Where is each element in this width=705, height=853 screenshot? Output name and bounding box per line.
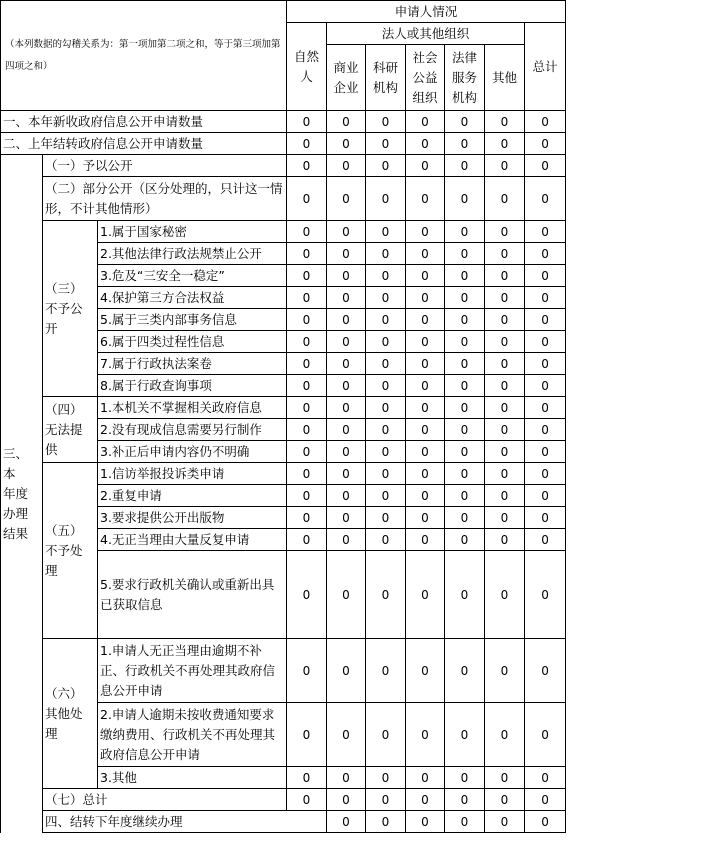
cell-value: 0 [406, 529, 445, 551]
cell-value: 0 [485, 639, 525, 703]
cell-value: 0 [287, 243, 327, 265]
table-row [1, 789, 566, 811]
cell-value: 0 [287, 441, 327, 463]
cell-value: 0 [406, 353, 445, 375]
cell-value: 0 [445, 331, 485, 353]
row-label: 1.申请人无正当理由逾期不补正、行政机关不再处理其政府信息公开申请 [98, 639, 287, 703]
cell-value: 0 [445, 441, 485, 463]
public-welfare-header: 社会 公益 组织 [406, 45, 445, 111]
cell-value: 0 [485, 551, 525, 639]
cell-value: 0 [366, 397, 406, 419]
other-header: 其他 [485, 45, 525, 111]
row-label: 1.信访举报投诉类申请 [98, 463, 287, 485]
business-header: 商业 企业 [327, 45, 366, 111]
cell-value: 0 [525, 155, 566, 177]
cell-value: 0 [327, 767, 366, 789]
cell-value: 0 [445, 419, 485, 441]
cell-value: 0 [366, 111, 406, 133]
table-row [1, 155, 566, 177]
cell-value: 0 [366, 463, 406, 485]
row-label: 四、结转下年度继续办理 [43, 811, 327, 833]
cell-value: 0 [485, 111, 525, 133]
cell-value: 0 [525, 463, 566, 485]
cell-value: 0 [287, 133, 327, 155]
cell-value: 0 [287, 265, 327, 287]
cell-value: 0 [485, 133, 525, 155]
cell-value: 0 [445, 221, 485, 243]
cell-value: 0 [327, 177, 366, 221]
section3-label: 三、本 年度 办理 结果 [1, 155, 43, 833]
table-row [1, 397, 566, 419]
cell-value: 0 [485, 155, 525, 177]
cell-value: 0 [366, 767, 406, 789]
cell-value: 0 [366, 265, 406, 287]
legal-service-header: 法律 服务 机构 [445, 45, 485, 111]
cell-value: 0 [445, 111, 485, 133]
cell-value: 0 [287, 507, 327, 529]
cell-value: 0 [485, 789, 525, 811]
group6-label: （六） 其他处 理 [43, 639, 98, 789]
cell-value: 0 [445, 811, 485, 833]
table-row [1, 463, 566, 485]
row-label: 1.本机关不掌握相关政府信息 [98, 397, 287, 419]
cell-value: 0 [525, 331, 566, 353]
cell-value: 0 [406, 485, 445, 507]
table-row [1, 111, 566, 133]
cell-value: 0 [525, 703, 566, 767]
cell-value: 0 [287, 111, 327, 133]
cell-value: 0 [525, 133, 566, 155]
cell-value: 0 [485, 419, 525, 441]
row-label: 3.危及“三安全一稳定” [98, 265, 287, 287]
cell-value: 0 [287, 767, 327, 789]
cell-value: 0 [485, 287, 525, 309]
cell-value: 0 [485, 463, 525, 485]
row-label: 3.补正后申请内容仍不明确 [98, 441, 287, 463]
row-label: 8.属于行政查询事项 [98, 375, 287, 397]
cell-value: 0 [445, 789, 485, 811]
row-label: 2.其他法律行政法规禁止公开 [98, 243, 287, 265]
cell-value: 0 [525, 375, 566, 397]
cell-value: 0 [406, 177, 445, 221]
cell-value: 0 [445, 485, 485, 507]
cell-value: 0 [406, 155, 445, 177]
cell-value: 0 [366, 331, 406, 353]
cell-value: 0 [287, 703, 327, 767]
cell-value: 0 [327, 133, 366, 155]
cell-value: 0 [485, 375, 525, 397]
cell-value: 0 [287, 419, 327, 441]
cell-value: 0 [406, 133, 445, 155]
cell-value: 0 [287, 463, 327, 485]
cell-value: 0 [406, 463, 445, 485]
cell-value: 0 [327, 703, 366, 767]
cell-value: 0 [366, 529, 406, 551]
cell-value: 0 [445, 703, 485, 767]
cell-value: 0 [406, 703, 445, 767]
cell-value: 0 [327, 265, 366, 287]
row-label: 2.重复申请 [98, 485, 287, 507]
cell-value: 0 [366, 789, 406, 811]
cell-value: 0 [327, 243, 366, 265]
cell-value: 0 [445, 133, 485, 155]
cell-value: 0 [445, 551, 485, 639]
cell-value: 0 [327, 485, 366, 507]
cell-value: 0 [327, 529, 366, 551]
cell-value: 0 [287, 287, 327, 309]
cell-value: 0 [406, 507, 445, 529]
group3-label: （三） 不予公 开 [43, 221, 98, 397]
cell-value: 0 [445, 309, 485, 331]
cell-value: 0 [406, 287, 445, 309]
cell-value: 0 [366, 353, 406, 375]
legal-entity-header: 法人或其他组织 [327, 23, 525, 45]
cell-value: 0 [406, 375, 445, 397]
cell-value: 0 [366, 243, 406, 265]
cell-value: 0 [445, 507, 485, 529]
cell-value: 0 [525, 287, 566, 309]
cell-value: 0 [287, 551, 327, 639]
row-label: 2.没有现成信息需要另行制作 [98, 419, 287, 441]
cell-value: 0 [327, 309, 366, 331]
cell-value: 0 [445, 463, 485, 485]
cell-value: 0 [445, 375, 485, 397]
cell-value: 0 [406, 811, 445, 833]
cell-value: 0 [485, 767, 525, 789]
cell-value: 0 [485, 529, 525, 551]
cell-value: 0 [445, 287, 485, 309]
cell-value: 0 [327, 419, 366, 441]
cell-value: 0 [525, 309, 566, 331]
cell-value: 0 [406, 789, 445, 811]
table-note: （本列数据的勾稽关系为：第一项加第二项之和，等于第三项加第四项之和） [1, 1, 287, 111]
row-label: 3.要求提供公开出版物 [98, 507, 287, 529]
cell-value: 0 [366, 703, 406, 767]
cell-value: 0 [327, 111, 366, 133]
cell-value: 0 [327, 639, 366, 703]
cell-value: 0 [327, 155, 366, 177]
cell-value: 0 [485, 265, 525, 287]
cell-value: 0 [327, 353, 366, 375]
table-row [1, 639, 566, 703]
cell-value: 0 [485, 353, 525, 375]
cell-value: 0 [485, 441, 525, 463]
cell-value: 0 [366, 551, 406, 639]
cell-value: 0 [287, 353, 327, 375]
cell-value: 0 [406, 767, 445, 789]
cell-value: 0 [287, 639, 327, 703]
cell-value: 0 [287, 529, 327, 551]
cell-value: 0 [525, 767, 566, 789]
row-label: 5.要求行政机关确认或重新出具已获取信息 [98, 551, 287, 639]
cell-value: 0 [485, 703, 525, 767]
cell-value: 0 [525, 353, 566, 375]
row-label: 3.其他 [98, 767, 287, 789]
cell-value: 0 [485, 397, 525, 419]
cell-value: 0 [485, 811, 525, 833]
cell-value: 0 [525, 485, 566, 507]
cell-value: 0 [366, 811, 406, 833]
cell-value: 0 [525, 639, 566, 703]
cell-value: 0 [327, 463, 366, 485]
cell-value: 0 [366, 441, 406, 463]
cell-value: 0 [366, 177, 406, 221]
cell-value: 0 [525, 111, 566, 133]
row-label: 一、本年新收政府信息公开申请数量 [1, 111, 287, 133]
cell-value: 0 [287, 789, 327, 811]
cell-value: 0 [525, 265, 566, 287]
cell-value: 0 [525, 221, 566, 243]
cell-value: 0 [327, 397, 366, 419]
cell-value: 0 [485, 485, 525, 507]
cell-value: 0 [327, 811, 366, 833]
row-label: （七）总计 [43, 789, 287, 811]
cell-value: 0 [406, 551, 445, 639]
cell-value: 0 [327, 221, 366, 243]
cell-value: 0 [287, 309, 327, 331]
row-label: （一）予以公开 [43, 155, 287, 177]
cell-value: 0 [366, 221, 406, 243]
cell-value: 0 [366, 133, 406, 155]
cell-value: 0 [485, 243, 525, 265]
cell-value: 0 [327, 287, 366, 309]
group5-label: （五） 不予处 理 [43, 463, 98, 639]
row-label: 6.属于四类过程性信息 [98, 331, 287, 353]
cell-value: 0 [287, 375, 327, 397]
cell-value: 0 [366, 375, 406, 397]
cell-value: 0 [406, 639, 445, 703]
cell-value: 0 [327, 551, 366, 639]
table-row [1, 133, 566, 155]
cell-value: 0 [525, 507, 566, 529]
table-row [1, 221, 566, 243]
row-label: 4.无正当理由大量反复申请 [98, 529, 287, 551]
cell-value: 0 [445, 397, 485, 419]
cell-value: 0 [445, 353, 485, 375]
cell-value: 0 [406, 221, 445, 243]
cell-value: 0 [327, 375, 366, 397]
cell-value: 0 [406, 111, 445, 133]
cell-value: 0 [366, 155, 406, 177]
cell-value: 0 [485, 221, 525, 243]
cell-value: 0 [525, 177, 566, 221]
cell-value: 0 [485, 507, 525, 529]
total-header: 总计 [525, 23, 566, 111]
cell-value: 0 [366, 639, 406, 703]
cell-value: 0 [525, 397, 566, 419]
group4-label: （四） 无法提 供 [43, 397, 98, 463]
cell-value: 0 [366, 485, 406, 507]
cell-value: 0 [406, 265, 445, 287]
table-row [1, 811, 566, 833]
cell-value: 0 [445, 767, 485, 789]
cell-value: 0 [485, 309, 525, 331]
applicant-header: 申请人情况 [287, 1, 566, 23]
cell-value: 0 [366, 287, 406, 309]
cell-value: 0 [406, 331, 445, 353]
cell-value: 0 [287, 177, 327, 221]
row-label: 4.保护第三方合法权益 [98, 287, 287, 309]
cell-value: 0 [525, 551, 566, 639]
cell-value: 0 [445, 243, 485, 265]
cell-value: 0 [406, 441, 445, 463]
cell-value: 0 [445, 265, 485, 287]
row-label: 1.属于国家秘密 [98, 221, 287, 243]
cell-value: 0 [445, 177, 485, 221]
cell-value: 0 [366, 309, 406, 331]
row-label: 2.申请人逾期未按收费通知要求缴纳费用、行政机关不再处理其政府信息公开申请 [98, 703, 287, 767]
table-row [1, 177, 566, 221]
cell-value: 0 [485, 331, 525, 353]
cell-value: 0 [445, 155, 485, 177]
cell-value: 0 [525, 811, 566, 833]
cell-value: 0 [525, 529, 566, 551]
cell-value: 0 [287, 155, 327, 177]
cell-value: 0 [406, 419, 445, 441]
cell-value: 0 [406, 397, 445, 419]
row-label: 7.属于行政执法案卷 [98, 353, 287, 375]
row-label: （二）部分公开（区分处理的，只计这一情形，不计其他情形） [43, 177, 287, 221]
cell-value: 0 [287, 485, 327, 507]
cell-value: 0 [327, 507, 366, 529]
cell-value: 0 [406, 243, 445, 265]
cell-value: 0 [366, 507, 406, 529]
cell-value: 0 [327, 331, 366, 353]
cell-value: 0 [327, 789, 366, 811]
cell-value: 0 [445, 639, 485, 703]
cell-value: 0 [445, 529, 485, 551]
cell-value: 0 [287, 397, 327, 419]
cell-value: 0 [287, 221, 327, 243]
cell-value: 0 [525, 419, 566, 441]
cell-value: 0 [327, 441, 366, 463]
cell-value: 0 [525, 441, 566, 463]
cell-value: 0 [366, 419, 406, 441]
cell-value: 0 [485, 177, 525, 221]
cell-value: 0 [406, 309, 445, 331]
row-label: 二、上年结转政府信息公开申请数量 [1, 133, 287, 155]
cell-value: 0 [287, 331, 327, 353]
natural-person-header: 自然 人 [287, 23, 327, 111]
research-header: 科研 机构 [366, 45, 406, 111]
cell-value: 0 [525, 243, 566, 265]
cell-value: 0 [525, 789, 566, 811]
row-label: 5.属于三类内部事务信息 [98, 309, 287, 331]
